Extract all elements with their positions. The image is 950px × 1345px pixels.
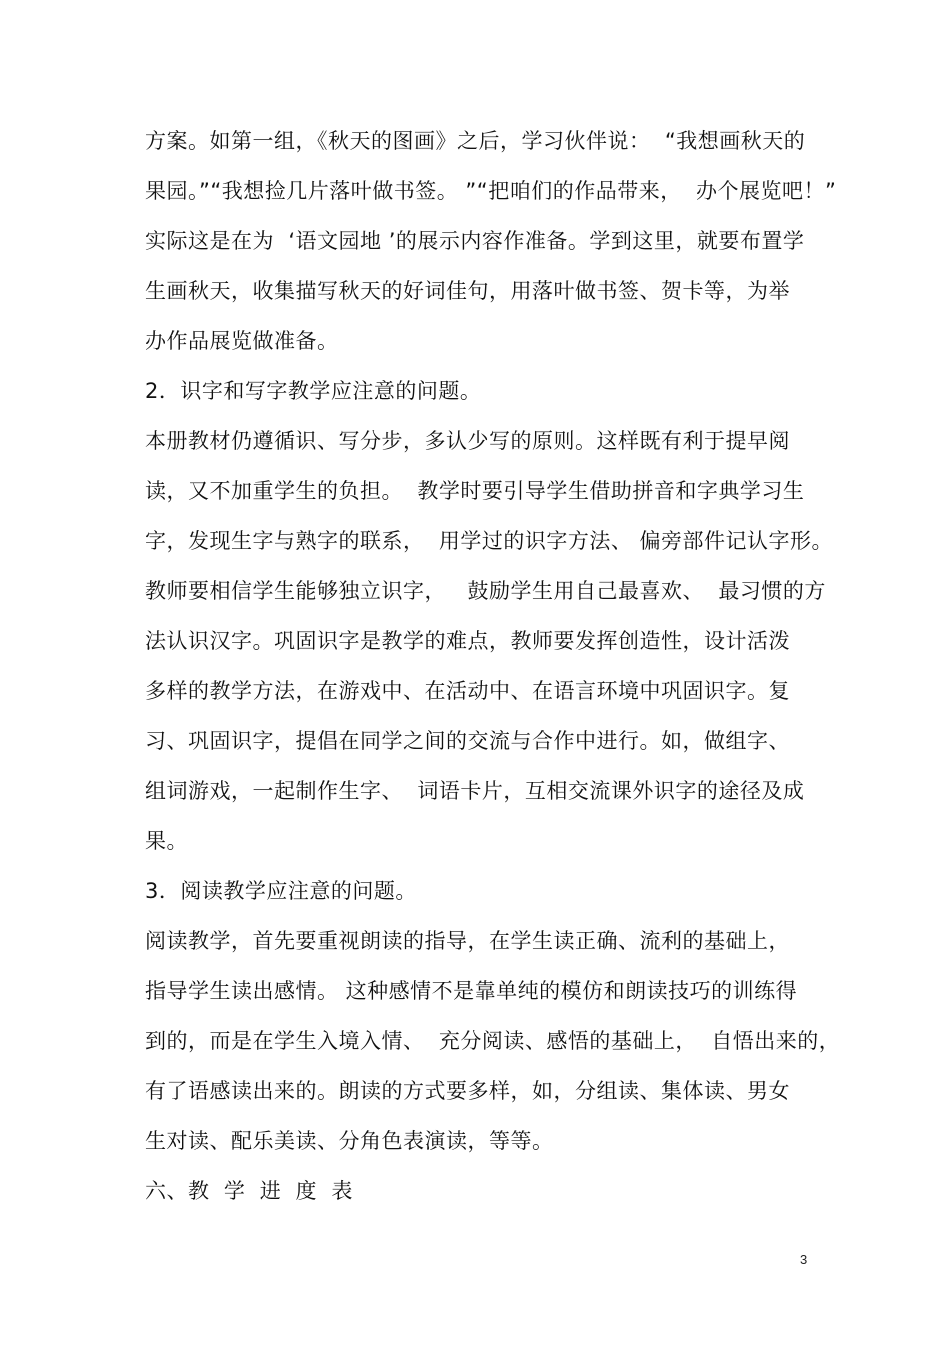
text-line: 实际这是在为 ‘语文园地 ’的展示内容作准备。学到这里，就要布置学	[145, 229, 805, 253]
text-line: 果园。”“我想捡几片落叶做书签。 ”“把咱们的作品带来， 办个展览吧！”	[145, 179, 837, 203]
section-heading: 2．识字和写字教学应注意的问题。	[145, 379, 482, 403]
text-line: 教师要相信学生能够独立识字， 鼓励学生用自己最喜欢、 最习惯的方	[145, 579, 826, 603]
text-line: 生画秋天，收集描写秋天的好词佳句，用落叶做书签、贺卡等，为举	[145, 279, 790, 303]
text-line: 有了语感读出来的。朗读的方式要多样，如，分组读、集体读、男女	[145, 1079, 790, 1103]
text-line: 阅读教学，首先要重视朗读的指导，在学生读正确、流利的基础上，	[145, 929, 790, 953]
text-line: 办作品展览做准备。	[145, 329, 339, 353]
text-line: 习、巩固识字，提倡在同学之间的交流与合作中进行。如，做组字、	[145, 729, 790, 753]
text-line: 法认识汉字。巩固识字是教学的难点，教师要发挥创造性，设计活泼	[145, 629, 790, 653]
section-heading: 六、教 学 进 度 表	[145, 1179, 353, 1203]
text-line: 生对读、配乐美读、分角色表演读，等等。	[145, 1129, 554, 1153]
text-line: 指导学生读出感情。 这种感情不是靠单纯的模仿和朗读技巧的训练得	[145, 979, 798, 1003]
text-line: 方案。如第一组，《秋天的图画》之后，学习伙伴说： “我想画秋天的	[145, 129, 806, 153]
section-heading: 3．阅读教学应注意的问题。	[145, 879, 417, 903]
text-line: 果。	[145, 829, 188, 853]
text-line: 到的，而是在学生入境入情、 充分阅读、感悟的基础上， 自悟出来的，	[145, 1029, 841, 1053]
text-line: 读，又不加重学生的负担。 教学时要引导学生借助拼音和字典学习生	[145, 479, 805, 503]
text-line: 本册教材仍遵循识、写分步，多认少写的原则。这样既有利于提早阅	[145, 429, 790, 453]
text-line: 组词游戏，一起制作生字、 词语卡片，互相交流课外识字的途径及成	[145, 779, 805, 803]
page-number: 3	[800, 1252, 808, 1267]
text-line: 多样的教学方法，在游戏中、在活动中、在语言环境中巩固识字。复	[145, 679, 790, 703]
text-line: 字，发现生字与熟字的联系， 用学过的识字方法、 偏旁部件记认字形。	[145, 529, 834, 553]
